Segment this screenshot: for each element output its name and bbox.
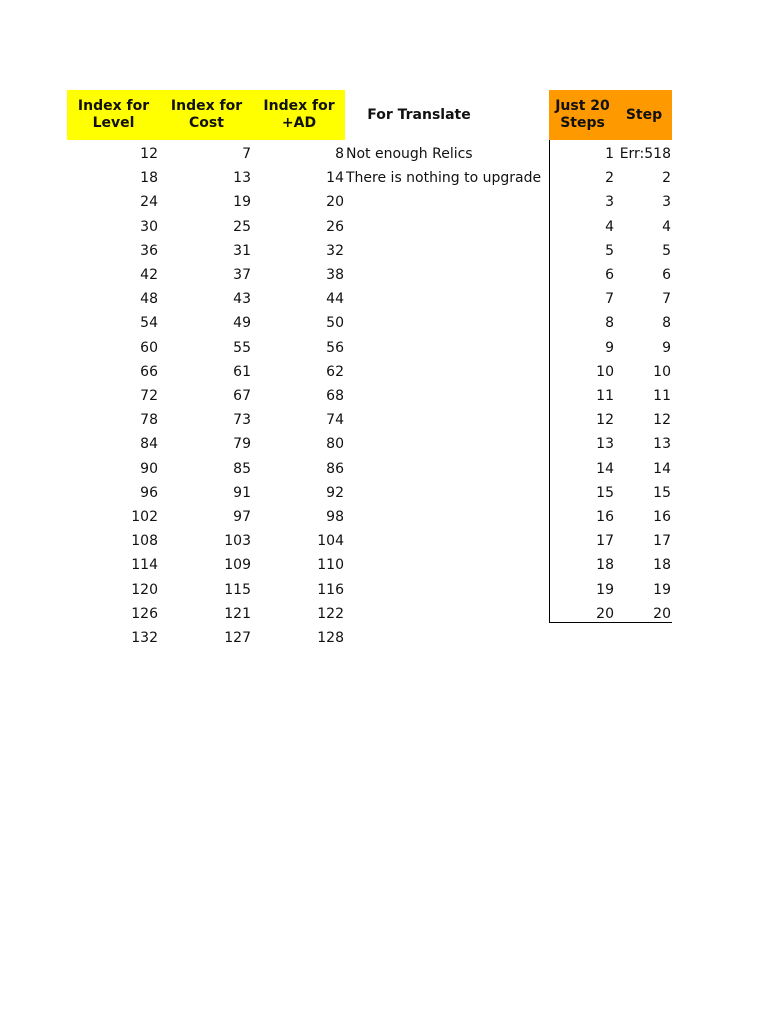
ad-index-cell: 38 [326,267,344,283]
level-index-cell: 12 [140,146,158,162]
just-20-steps-cell: 18 [596,557,614,573]
level-index-cell: 84 [140,436,158,452]
ad-index-cell: 50 [326,315,344,331]
step-cell: 5 [662,243,671,259]
step-cell: 13 [653,436,671,452]
header-for-translate [345,90,493,140]
header-index-for-level [67,90,160,140]
level-index-cell: 78 [140,412,158,428]
cost-index-cell: 67 [233,388,251,404]
cost-index-cell: 91 [233,485,251,501]
ad-index-cell: 44 [326,291,344,307]
level-index-cell: 96 [140,485,158,501]
ad-index-cell: 26 [326,219,344,235]
ad-index-cell: 86 [326,461,344,477]
cost-index-cell: 25 [233,219,251,235]
ad-index-cell: 62 [326,364,344,380]
translate-text-cell: There is nothing to upgrade [346,170,542,186]
step-cell: 6 [662,267,671,283]
level-index-cell: 36 [140,243,158,259]
just-20-steps-cell: 9 [605,340,614,356]
ad-index-cell: 32 [326,243,344,259]
just-20-steps-cell: 20 [596,606,614,622]
level-index-cell: 30 [140,219,158,235]
translate-text-cell: Not enough Relics [346,146,473,162]
step-cell: 12 [653,412,671,428]
step-cell: 19 [653,582,671,598]
header-index-for-ad-label: Index for +AD [263,98,335,131]
level-index-cell: 60 [140,340,158,356]
just-20-steps-cell: 10 [596,364,614,380]
level-index-cell: 18 [140,170,158,186]
ad-index-cell: 80 [326,436,344,452]
ad-index-cell: 56 [326,340,344,356]
step-cell: 8 [662,315,671,331]
ad-index-cell: 20 [326,194,344,210]
just-20-steps-cell: 4 [605,219,614,235]
ad-index-cell: 68 [326,388,344,404]
header-step [616,90,672,140]
level-index-cell: 42 [140,267,158,283]
step-cell: 14 [653,461,671,477]
ad-index-cell: 110 [317,557,344,573]
level-index-cell: 114 [131,557,158,573]
cost-index-cell: 79 [233,436,251,452]
cost-index-cell: 19 [233,194,251,210]
step-cell: 7 [662,291,671,307]
step-cell: 18 [653,557,671,573]
level-index-cell: 132 [131,630,158,646]
cost-index-cell: 109 [224,557,251,573]
cost-index-cell: 115 [224,582,251,598]
just-20-steps-cell: 7 [605,291,614,307]
header-just-20-steps-label: Just 20 Steps [555,98,610,131]
level-index-cell: 126 [131,606,158,622]
cost-index-cell: 55 [233,340,251,356]
just-20-steps-cell: 6 [605,267,614,283]
cost-index-cell: 13 [233,170,251,186]
header-index-for-cost [160,90,253,140]
step-cell: Err:518 [619,146,671,162]
level-index-cell: 90 [140,461,158,477]
header-step-label: Step [625,106,663,123]
ad-index-cell: 74 [326,412,344,428]
header-for-translate-label: For Translate [367,106,471,123]
level-index-cell: 54 [140,315,158,331]
ad-index-cell: 8 [335,146,344,162]
header-index-for-ad [253,90,345,140]
just-20-steps-cell: 3 [605,194,614,210]
step-cell: 15 [653,485,671,501]
step-cell: 17 [653,533,671,549]
header-index-for-level-label: Index for Level [77,98,150,131]
cost-index-cell: 43 [233,291,251,307]
just-20-steps-cell: 2 [605,170,614,186]
cost-index-cell: 49 [233,315,251,331]
level-index-cell: 24 [140,194,158,210]
just-20-steps-cell: 5 [605,243,614,259]
step-cell: 2 [662,170,671,186]
just-20-steps-cell: 14 [596,461,614,477]
header-just-20-steps [549,90,616,140]
ad-index-cell: 128 [317,630,344,646]
step-cell: 16 [653,509,671,525]
just-20-steps-cell: 11 [596,388,614,404]
level-index-cell: 102 [131,509,158,525]
cost-index-cell: 103 [224,533,251,549]
step-cell: 3 [662,194,671,210]
ad-index-cell: 116 [317,582,344,598]
just-20-steps-cell: 15 [596,485,614,501]
step-cell: 20 [653,606,671,622]
header-index-for-cost-label: Index for Cost [170,98,243,131]
step-cell: 10 [653,364,671,380]
cost-index-cell: 37 [233,267,251,283]
ad-index-cell: 98 [326,509,344,525]
cost-index-cell: 61 [233,364,251,380]
just-20-steps-cell: 8 [605,315,614,331]
ad-index-cell: 122 [317,606,344,622]
step-cell: 11 [653,388,671,404]
cost-index-cell: 127 [224,630,251,646]
step-cell: 9 [662,340,671,356]
just-20-steps-cell: 13 [596,436,614,452]
level-index-cell: 72 [140,388,158,404]
ad-index-cell: 92 [326,485,344,501]
level-index-cell: 66 [140,364,158,380]
ad-index-cell: 104 [317,533,344,549]
cost-index-cell: 121 [224,606,251,622]
just-20-steps-cell: 1 [605,146,614,162]
ad-index-cell: 14 [326,170,344,186]
level-index-cell: 120 [131,582,158,598]
just-20-steps-cell: 19 [596,582,614,598]
step-cell: 4 [662,219,671,235]
cost-index-cell: 73 [233,412,251,428]
level-index-cell: 48 [140,291,158,307]
cost-index-cell: 97 [233,509,251,525]
just-20-steps-cell: 16 [596,509,614,525]
cost-index-cell: 85 [233,461,251,477]
just-20-steps-cell: 17 [596,533,614,549]
cost-index-cell: 31 [233,243,251,259]
level-index-cell: 108 [131,533,158,549]
just-20-steps-cell: 12 [596,412,614,428]
cost-index-cell: 7 [242,146,251,162]
